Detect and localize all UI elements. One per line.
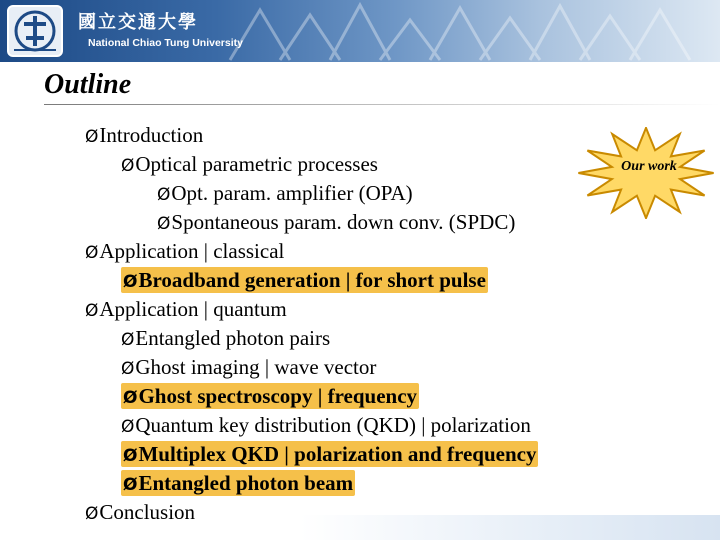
outline-item [0,295,720,324]
item-text: Quantum key distribution (QKD) | polarization [135,413,531,437]
bullet-icon: Ø [85,301,99,321]
bullet-icon: Ø [121,417,135,437]
bullet-icon: Ø [121,359,135,379]
bullet-icon: Ø [121,156,135,176]
item-content [85,239,284,263]
item-content [85,500,195,524]
item-text: Application | quantum [99,297,287,321]
our-work-callout: Our work [621,159,677,174]
outline-item [0,237,720,266]
bullet-icon: Ø [157,185,171,205]
nctu-logo-icon [6,4,64,58]
header-banner [0,0,720,62]
item-text: Conclusion [99,500,196,524]
highlighted-item [121,441,538,467]
item-text: Entangled photon pairs [135,326,331,350]
outline-item [0,469,720,498]
bullet-icon: Ø [123,388,138,408]
bullet-icon: Ø [157,214,171,234]
title-divider [44,104,720,105]
item-content [85,123,203,147]
university-name-en: National Chiao Tung University [88,37,243,49]
slide-title: Outline [44,69,132,100]
bullet-icon: Ø [123,446,138,466]
bottom-decoration [300,515,720,540]
item-content [121,326,330,350]
bullet-icon: Ø [123,475,138,495]
bullet-icon: Ø [121,330,135,350]
bullet-icon: Ø [85,127,99,147]
item-content [121,413,531,437]
item-text: Opt. param. amplifier (OPA) [171,181,413,205]
outline-item [0,411,720,440]
highlighted-item [121,383,419,409]
outline-item [0,324,720,353]
item-text: Multiplex QKD | polarization and frequency [138,442,537,466]
item-text: Broadband generation | for short pulse [138,268,486,292]
highlighted-item [121,470,355,496]
item-text: Entangled photon beam [138,471,354,495]
item-content [85,297,287,321]
item-text: Spontaneous param. down conv. (SPDC) [171,210,516,234]
banner-pattern [220,0,720,62]
bullet-icon: Ø [85,504,99,524]
item-text: Introduction [99,123,204,147]
university-name-cn: 國立交通大學 [78,12,198,33]
item-content [121,355,376,379]
highlighted-item [121,267,488,293]
item-content [121,152,378,176]
item-content [157,181,413,205]
outline-item [0,440,720,469]
bullet-icon: Ø [85,243,99,263]
item-text: Ghost imaging | wave vector [135,355,377,379]
item-text: Ghost spectroscopy | frequency [138,384,418,408]
outline-item [0,266,720,295]
item-text: Application | classical [99,239,285,263]
bullet-icon: Ø [123,272,138,292]
item-text: Optical parametric processes [135,152,378,176]
item-content [157,210,515,234]
outline-item [0,382,720,411]
outline-item [0,353,720,382]
